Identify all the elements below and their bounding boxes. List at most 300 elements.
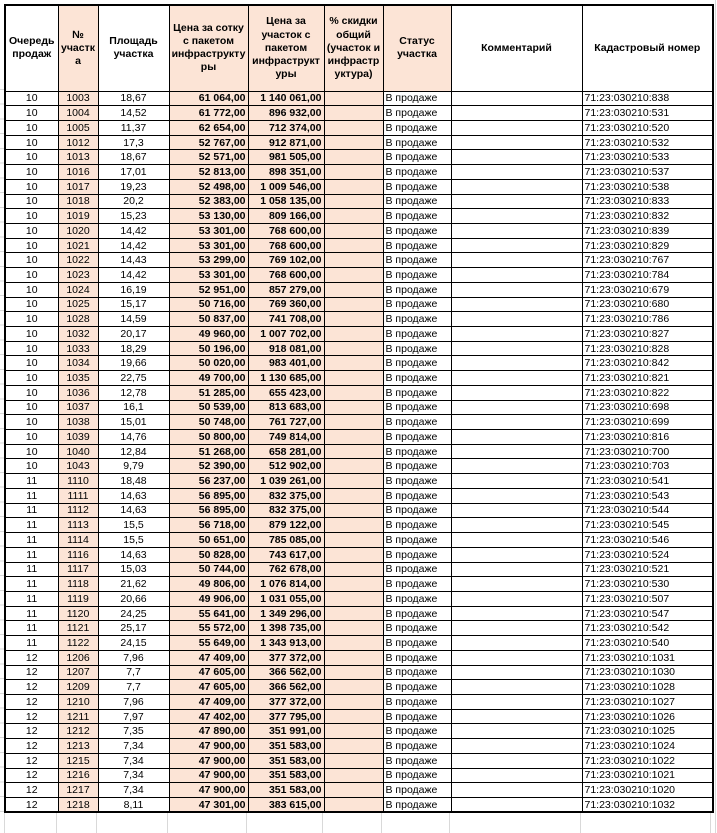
cell-queue[interactable]: 10: [5, 135, 58, 150]
cell-price_per_plot[interactable]: 768 600,00: [248, 238, 324, 253]
cell-plot_number[interactable]: 1122: [58, 636, 98, 651]
column-header-discount[interactable]: % скидки общий (участок и инфраструктура): [324, 5, 383, 91]
cell-area[interactable]: 7,96: [98, 650, 169, 665]
cell-status[interactable]: В продаже: [383, 312, 451, 327]
cell-queue[interactable]: 10: [5, 253, 58, 268]
cell-plot_number[interactable]: 1039: [58, 430, 98, 445]
cell-cadastral[interactable]: 71:23:030210:537: [582, 165, 713, 180]
cell-discount[interactable]: [324, 400, 383, 415]
cell-discount[interactable]: [324, 430, 383, 445]
cell-queue[interactable]: 10: [5, 385, 58, 400]
cell-area[interactable]: 7,7: [98, 665, 169, 680]
cell-discount[interactable]: [324, 709, 383, 724]
cell-status[interactable]: В продаже: [383, 768, 451, 783]
cell-discount[interactable]: [324, 768, 383, 783]
cell-cadastral[interactable]: 71:23:030210:842: [582, 356, 713, 371]
cell-comment[interactable]: [451, 503, 582, 518]
cell-cadastral[interactable]: 71:23:030210:822: [582, 385, 713, 400]
cell-queue[interactable]: 10: [5, 444, 58, 459]
cell-queue[interactable]: 10: [5, 400, 58, 415]
cell-discount[interactable]: [324, 474, 383, 489]
cell-discount[interactable]: [324, 327, 383, 342]
cell-queue[interactable]: 11: [5, 591, 58, 606]
cell-discount[interactable]: [324, 356, 383, 371]
cell-status[interactable]: В продаже: [383, 694, 451, 709]
cell-plot_number[interactable]: 1004: [58, 106, 98, 121]
cell-price_per_plot[interactable]: 351 583,00: [248, 783, 324, 798]
cell-discount[interactable]: [324, 650, 383, 665]
cell-price_per_sotka[interactable]: 61 064,00: [169, 91, 248, 106]
cell-status[interactable]: В продаже: [383, 547, 451, 562]
cell-queue[interactable]: 10: [5, 297, 58, 312]
cell-discount[interactable]: [324, 179, 383, 194]
cell-area[interactable]: 21,62: [98, 577, 169, 592]
cell-plot_number[interactable]: 1118: [58, 577, 98, 592]
cell-price_per_sotka[interactable]: 47 605,00: [169, 680, 248, 695]
cell-status[interactable]: В продаже: [383, 444, 451, 459]
cell-queue[interactable]: 10: [5, 179, 58, 194]
cell-discount[interactable]: [324, 665, 383, 680]
cell-price_per_sotka[interactable]: 56 237,00: [169, 474, 248, 489]
cell-cadastral[interactable]: 71:23:030210:680: [582, 297, 713, 312]
cell-status[interactable]: В продаже: [383, 415, 451, 430]
cell-area[interactable]: 20,2: [98, 194, 169, 209]
cell-plot_number[interactable]: 1120: [58, 606, 98, 621]
cell-comment[interactable]: [451, 120, 582, 135]
cell-queue[interactable]: 10: [5, 106, 58, 121]
column-header-queue[interactable]: Очередь продаж: [5, 5, 58, 91]
cell-status[interactable]: В продаже: [383, 341, 451, 356]
cell-discount[interactable]: [324, 106, 383, 121]
cell-comment[interactable]: [451, 768, 582, 783]
cell-price_per_sotka[interactable]: 49 906,00: [169, 591, 248, 606]
cell-status[interactable]: В продаже: [383, 194, 451, 209]
cell-price_per_sotka[interactable]: 47 900,00: [169, 783, 248, 798]
cell-price_per_plot[interactable]: 351 991,00: [248, 724, 324, 739]
cell-area[interactable]: 15,17: [98, 297, 169, 312]
cell-discount[interactable]: [324, 268, 383, 283]
cell-price_per_plot[interactable]: 769 102,00: [248, 253, 324, 268]
cell-plot_number[interactable]: 1033: [58, 341, 98, 356]
cell-area[interactable]: 14,42: [98, 238, 169, 253]
cell-area[interactable]: 14,63: [98, 488, 169, 503]
cell-comment[interactable]: [451, 194, 582, 209]
cell-status[interactable]: В продаже: [383, 268, 451, 283]
cell-price_per_sotka[interactable]: 47 900,00: [169, 739, 248, 754]
cell-queue[interactable]: 10: [5, 120, 58, 135]
cell-cadastral[interactable]: 71:23:030210:816: [582, 430, 713, 445]
cell-status[interactable]: В продаже: [383, 253, 451, 268]
cell-area[interactable]: 18,48: [98, 474, 169, 489]
cell-status[interactable]: В продаже: [383, 533, 451, 548]
cell-queue[interactable]: 11: [5, 621, 58, 636]
cell-cadastral[interactable]: 71:23:030210:1024: [582, 739, 713, 754]
cell-status[interactable]: В продаже: [383, 238, 451, 253]
cell-cadastral[interactable]: 71:23:030210:547: [582, 606, 713, 621]
cell-cadastral[interactable]: 71:23:030210:544: [582, 503, 713, 518]
cell-area[interactable]: 19,66: [98, 356, 169, 371]
cell-status[interactable]: В продаже: [383, 680, 451, 695]
cell-area[interactable]: 16,19: [98, 282, 169, 297]
cell-area[interactable]: 22,75: [98, 371, 169, 386]
cell-queue[interactable]: 11: [5, 488, 58, 503]
cell-price_per_sotka[interactable]: 56 718,00: [169, 518, 248, 533]
cell-comment[interactable]: [451, 680, 582, 695]
cell-price_per_sotka[interactable]: 55 641,00: [169, 606, 248, 621]
cell-plot_number[interactable]: 1121: [58, 621, 98, 636]
cell-status[interactable]: В продаже: [383, 709, 451, 724]
cell-queue[interactable]: 10: [5, 371, 58, 386]
cell-comment[interactable]: [451, 724, 582, 739]
cell-cadastral[interactable]: 71:23:030210:821: [582, 371, 713, 386]
cell-price_per_plot[interactable]: 383 615,00: [248, 798, 324, 813]
cell-comment[interactable]: [451, 371, 582, 386]
cell-area[interactable]: 14,59: [98, 312, 169, 327]
cell-area[interactable]: 7,35: [98, 724, 169, 739]
cell-queue[interactable]: 12: [5, 783, 58, 798]
cell-cadastral[interactable]: 71:23:030210:832: [582, 209, 713, 224]
cell-comment[interactable]: [451, 356, 582, 371]
cell-price_per_plot[interactable]: 832 375,00: [248, 503, 324, 518]
cell-queue[interactable]: 11: [5, 518, 58, 533]
cell-cadastral[interactable]: 71:23:030210:530: [582, 577, 713, 592]
cell-price_per_sotka[interactable]: 47 409,00: [169, 694, 248, 709]
cell-area[interactable]: 17,01: [98, 165, 169, 180]
cell-plot_number[interactable]: 1038: [58, 415, 98, 430]
cell-price_per_plot[interactable]: 366 562,00: [248, 665, 324, 680]
cell-price_per_sotka[interactable]: 50 748,00: [169, 415, 248, 430]
column-header-price_per_plot[interactable]: Цена за участок с пакетом инфраструктуры: [248, 5, 324, 91]
cell-price_per_plot[interactable]: 761 727,00: [248, 415, 324, 430]
cell-plot_number[interactable]: 1116: [58, 547, 98, 562]
cell-cadastral[interactable]: 71:23:030210:545: [582, 518, 713, 533]
cell-queue[interactable]: 12: [5, 724, 58, 739]
cell-queue[interactable]: 10: [5, 430, 58, 445]
cell-discount[interactable]: [324, 312, 383, 327]
cell-cadastral[interactable]: 71:23:030210:679: [582, 282, 713, 297]
cell-cadastral[interactable]: 71:23:030210:1032: [582, 798, 713, 813]
cell-status[interactable]: В продаже: [383, 120, 451, 135]
cell-discount[interactable]: [324, 135, 383, 150]
cell-price_per_plot[interactable]: 768 600,00: [248, 223, 324, 238]
cell-queue[interactable]: 10: [5, 194, 58, 209]
cell-queue[interactable]: 10: [5, 91, 58, 106]
cell-comment[interactable]: [451, 739, 582, 754]
cell-comment[interactable]: [451, 415, 582, 430]
cell-price_per_sotka[interactable]: 49 960,00: [169, 327, 248, 342]
cell-comment[interactable]: [451, 562, 582, 577]
cell-plot_number[interactable]: 1210: [58, 694, 98, 709]
cell-queue[interactable]: 12: [5, 739, 58, 754]
cell-price_per_plot[interactable]: 809 166,00: [248, 209, 324, 224]
cell-comment[interactable]: [451, 533, 582, 548]
cell-comment[interactable]: [451, 665, 582, 680]
cell-comment[interactable]: [451, 165, 582, 180]
cell-area[interactable]: 8,11: [98, 798, 169, 813]
cell-status[interactable]: В продаже: [383, 91, 451, 106]
cell-area[interactable]: 17,3: [98, 135, 169, 150]
cell-comment[interactable]: [451, 150, 582, 165]
cell-area[interactable]: 25,17: [98, 621, 169, 636]
cell-comment[interactable]: [451, 341, 582, 356]
cell-comment[interactable]: [451, 753, 582, 768]
cell-price_per_sotka[interactable]: 50 837,00: [169, 312, 248, 327]
cell-cadastral[interactable]: 71:23:030210:784: [582, 268, 713, 283]
cell-price_per_plot[interactable]: 1 039 261,00: [248, 474, 324, 489]
cell-queue[interactable]: 11: [5, 636, 58, 651]
cell-price_per_sotka[interactable]: 47 900,00: [169, 753, 248, 768]
cell-plot_number[interactable]: 1113: [58, 518, 98, 533]
cell-area[interactable]: 18,67: [98, 91, 169, 106]
cell-price_per_plot[interactable]: 351 583,00: [248, 768, 324, 783]
cell-price_per_plot[interactable]: 832 375,00: [248, 488, 324, 503]
cell-price_per_sotka[interactable]: 50 800,00: [169, 430, 248, 445]
cell-price_per_plot[interactable]: 879 122,00: [248, 518, 324, 533]
cell-queue[interactable]: 11: [5, 606, 58, 621]
cell-cadastral[interactable]: 71:23:030210:1031: [582, 650, 713, 665]
cell-status[interactable]: В продаже: [383, 371, 451, 386]
cell-area[interactable]: 14,43: [98, 253, 169, 268]
cell-comment[interactable]: [451, 282, 582, 297]
cell-cadastral[interactable]: 71:23:030210:786: [582, 312, 713, 327]
cell-discount[interactable]: [324, 518, 383, 533]
cell-plot_number[interactable]: 1111: [58, 488, 98, 503]
cell-comment[interactable]: [451, 209, 582, 224]
cell-queue[interactable]: 10: [5, 238, 58, 253]
cell-comment[interactable]: [451, 91, 582, 106]
cell-price_per_plot[interactable]: 1 031 055,00: [248, 591, 324, 606]
cell-cadastral[interactable]: 71:23:030210:703: [582, 459, 713, 474]
cell-plot_number[interactable]: 1212: [58, 724, 98, 739]
cell-plot_number[interactable]: 1024: [58, 282, 98, 297]
cell-cadastral[interactable]: 71:23:030210:507: [582, 591, 713, 606]
cell-queue[interactable]: 11: [5, 577, 58, 592]
cell-plot_number[interactable]: 1218: [58, 798, 98, 813]
cell-queue[interactable]: 10: [5, 327, 58, 342]
cell-price_per_plot[interactable]: 741 708,00: [248, 312, 324, 327]
cell-comment[interactable]: [451, 444, 582, 459]
cell-discount[interactable]: [324, 577, 383, 592]
cell-area[interactable]: 20,17: [98, 327, 169, 342]
cell-queue[interactable]: 10: [5, 150, 58, 165]
cell-discount[interactable]: [324, 194, 383, 209]
cell-queue[interactable]: 11: [5, 503, 58, 518]
cell-queue[interactable]: 12: [5, 665, 58, 680]
cell-status[interactable]: В продаже: [383, 753, 451, 768]
cell-queue[interactable]: 10: [5, 341, 58, 356]
cell-status[interactable]: В продаже: [383, 591, 451, 606]
cell-status[interactable]: В продаже: [383, 282, 451, 297]
cell-price_per_sotka[interactable]: 47 890,00: [169, 724, 248, 739]
cell-price_per_sotka[interactable]: 49 700,00: [169, 371, 248, 386]
cell-discount[interactable]: [324, 385, 383, 400]
cell-plot_number[interactable]: 1213: [58, 739, 98, 754]
cell-price_per_plot[interactable]: 1 140 061,00: [248, 91, 324, 106]
cell-plot_number[interactable]: 1114: [58, 533, 98, 548]
cell-plot_number[interactable]: 1013: [58, 150, 98, 165]
cell-plot_number[interactable]: 1112: [58, 503, 98, 518]
cell-price_per_plot[interactable]: 743 617,00: [248, 547, 324, 562]
cell-queue[interactable]: 10: [5, 459, 58, 474]
cell-comment[interactable]: [451, 268, 582, 283]
cell-price_per_plot[interactable]: 658 281,00: [248, 444, 324, 459]
cell-queue[interactable]: 10: [5, 312, 58, 327]
cell-area[interactable]: 18,29: [98, 341, 169, 356]
cell-discount[interactable]: [324, 680, 383, 695]
cell-cadastral[interactable]: 71:23:030210:828: [582, 341, 713, 356]
cell-area[interactable]: 11,37: [98, 120, 169, 135]
cell-cadastral[interactable]: 71:23:030210:1027: [582, 694, 713, 709]
cell-status[interactable]: В продаже: [383, 577, 451, 592]
cell-cadastral[interactable]: 71:23:030210:698: [582, 400, 713, 415]
cell-comment[interactable]: [451, 135, 582, 150]
cell-discount[interactable]: [324, 547, 383, 562]
cell-cadastral[interactable]: 71:23:030210:524: [582, 547, 713, 562]
cell-price_per_sotka[interactable]: 52 951,00: [169, 282, 248, 297]
cell-price_per_plot[interactable]: 1 009 546,00: [248, 179, 324, 194]
cell-comment[interactable]: [451, 636, 582, 651]
cell-price_per_plot[interactable]: 512 902,00: [248, 459, 324, 474]
cell-queue[interactable]: 12: [5, 709, 58, 724]
cell-price_per_plot[interactable]: 377 372,00: [248, 694, 324, 709]
cell-cadastral[interactable]: 71:23:030210:699: [582, 415, 713, 430]
cell-discount[interactable]: [324, 223, 383, 238]
cell-area[interactable]: 14,42: [98, 268, 169, 283]
cell-plot_number[interactable]: 1018: [58, 194, 98, 209]
cell-plot_number[interactable]: 1119: [58, 591, 98, 606]
cell-status[interactable]: В продаже: [383, 474, 451, 489]
cell-queue[interactable]: 10: [5, 415, 58, 430]
cell-area[interactable]: 16,1: [98, 400, 169, 415]
cell-queue[interactable]: 12: [5, 798, 58, 813]
cell-status[interactable]: В продаже: [383, 665, 451, 680]
cell-status[interactable]: В продаже: [383, 783, 451, 798]
cell-price_per_plot[interactable]: 655 423,00: [248, 385, 324, 400]
cell-status[interactable]: В продаже: [383, 179, 451, 194]
cell-status[interactable]: В продаже: [383, 503, 451, 518]
cell-area[interactable]: 24,15: [98, 636, 169, 651]
cell-price_per_plot[interactable]: 813 683,00: [248, 400, 324, 415]
cell-price_per_sotka[interactable]: 52 383,00: [169, 194, 248, 209]
cell-status[interactable]: В продаже: [383, 621, 451, 636]
cell-price_per_plot[interactable]: 857 279,00: [248, 282, 324, 297]
cell-area[interactable]: 7,34: [98, 753, 169, 768]
cell-price_per_plot[interactable]: 762 678,00: [248, 562, 324, 577]
cell-price_per_plot[interactable]: 1 007 702,00: [248, 327, 324, 342]
cell-discount[interactable]: [324, 253, 383, 268]
cell-area[interactable]: 12,84: [98, 444, 169, 459]
cell-queue[interactable]: 10: [5, 282, 58, 297]
cell-price_per_sotka[interactable]: 52 390,00: [169, 459, 248, 474]
cell-price_per_plot[interactable]: 351 583,00: [248, 753, 324, 768]
cell-cadastral[interactable]: 71:23:030210:1025: [582, 724, 713, 739]
cell-price_per_sotka[interactable]: 52 813,00: [169, 165, 248, 180]
cell-cadastral[interactable]: 71:23:030210:546: [582, 533, 713, 548]
cell-area[interactable]: 14,52: [98, 106, 169, 121]
cell-price_per_sotka[interactable]: 62 654,00: [169, 120, 248, 135]
cell-discount[interactable]: [324, 444, 383, 459]
cell-status[interactable]: В продаже: [383, 165, 451, 180]
cell-area[interactable]: 15,03: [98, 562, 169, 577]
cell-area[interactable]: 19,23: [98, 179, 169, 194]
cell-plot_number[interactable]: 1110: [58, 474, 98, 489]
cell-price_per_sotka[interactable]: 50 716,00: [169, 297, 248, 312]
cell-plot_number[interactable]: 1206: [58, 650, 98, 665]
cell-area[interactable]: 12,78: [98, 385, 169, 400]
cell-cadastral[interactable]: 71:23:030210:520: [582, 120, 713, 135]
cell-comment[interactable]: [451, 650, 582, 665]
cell-price_per_sotka[interactable]: 50 828,00: [169, 547, 248, 562]
cell-discount[interactable]: [324, 753, 383, 768]
cell-cadastral[interactable]: 71:23:030210:540: [582, 636, 713, 651]
cell-discount[interactable]: [324, 636, 383, 651]
cell-price_per_sotka[interactable]: 52 498,00: [169, 179, 248, 194]
cell-price_per_sotka[interactable]: 49 806,00: [169, 577, 248, 592]
cell-discount[interactable]: [324, 91, 383, 106]
cell-plot_number[interactable]: 1025: [58, 297, 98, 312]
cell-price_per_sotka[interactable]: 52 767,00: [169, 135, 248, 150]
cell-cadastral[interactable]: 71:23:030210:1028: [582, 680, 713, 695]
cell-plot_number[interactable]: 1005: [58, 120, 98, 135]
cell-area[interactable]: 14,42: [98, 223, 169, 238]
cell-plot_number[interactable]: 1017: [58, 179, 98, 194]
cell-price_per_sotka[interactable]: 56 895,00: [169, 488, 248, 503]
cell-status[interactable]: В продаже: [383, 724, 451, 739]
cell-plot_number[interactable]: 1043: [58, 459, 98, 474]
cell-price_per_plot[interactable]: 1 130 685,00: [248, 371, 324, 386]
cell-area[interactable]: 7,96: [98, 694, 169, 709]
cell-price_per_plot[interactable]: 351 583,00: [248, 739, 324, 754]
cell-comment[interactable]: [451, 327, 582, 342]
cell-status[interactable]: В продаже: [383, 518, 451, 533]
cell-comment[interactable]: [451, 577, 582, 592]
cell-price_per_sotka[interactable]: 53 301,00: [169, 268, 248, 283]
cell-discount[interactable]: [324, 165, 383, 180]
cell-area[interactable]: 15,5: [98, 518, 169, 533]
cell-discount[interactable]: [324, 341, 383, 356]
cell-cadastral[interactable]: 71:23:030210:543: [582, 488, 713, 503]
cell-price_per_sotka[interactable]: 55 649,00: [169, 636, 248, 651]
cell-plot_number[interactable]: 1021: [58, 238, 98, 253]
cell-comment[interactable]: [451, 430, 582, 445]
cell-price_per_plot[interactable]: 983 401,00: [248, 356, 324, 371]
column-header-area[interactable]: Площадь участка: [98, 5, 169, 91]
cell-discount[interactable]: [324, 282, 383, 297]
cell-price_per_sotka[interactable]: 50 651,00: [169, 533, 248, 548]
cell-price_per_sotka[interactable]: 52 571,00: [169, 150, 248, 165]
cell-price_per_plot[interactable]: 912 871,00: [248, 135, 324, 150]
cell-plot_number[interactable]: 1211: [58, 709, 98, 724]
column-header-price_per_sotka[interactable]: Цена за сотку с пакетом инфраструктуры: [169, 5, 248, 91]
cell-price_per_plot[interactable]: 769 360,00: [248, 297, 324, 312]
cell-price_per_plot[interactable]: 981 505,00: [248, 150, 324, 165]
cell-comment[interactable]: [451, 253, 582, 268]
column-header-plot_number[interactable]: № участка: [58, 5, 98, 91]
cell-queue[interactable]: 12: [5, 650, 58, 665]
cell-plot_number[interactable]: 1215: [58, 753, 98, 768]
cell-comment[interactable]: [451, 606, 582, 621]
cell-queue[interactable]: 10: [5, 356, 58, 371]
cell-price_per_plot[interactable]: 366 562,00: [248, 680, 324, 695]
column-header-cadastral[interactable]: Кадастровый номер: [582, 5, 713, 91]
cell-plot_number[interactable]: 1209: [58, 680, 98, 695]
cell-discount[interactable]: [324, 238, 383, 253]
cell-status[interactable]: В продаже: [383, 562, 451, 577]
cell-cadastral[interactable]: 71:23:030210:827: [582, 327, 713, 342]
cell-area[interactable]: 7,7: [98, 680, 169, 695]
cell-price_per_sotka[interactable]: 50 744,00: [169, 562, 248, 577]
cell-plot_number[interactable]: 1036: [58, 385, 98, 400]
